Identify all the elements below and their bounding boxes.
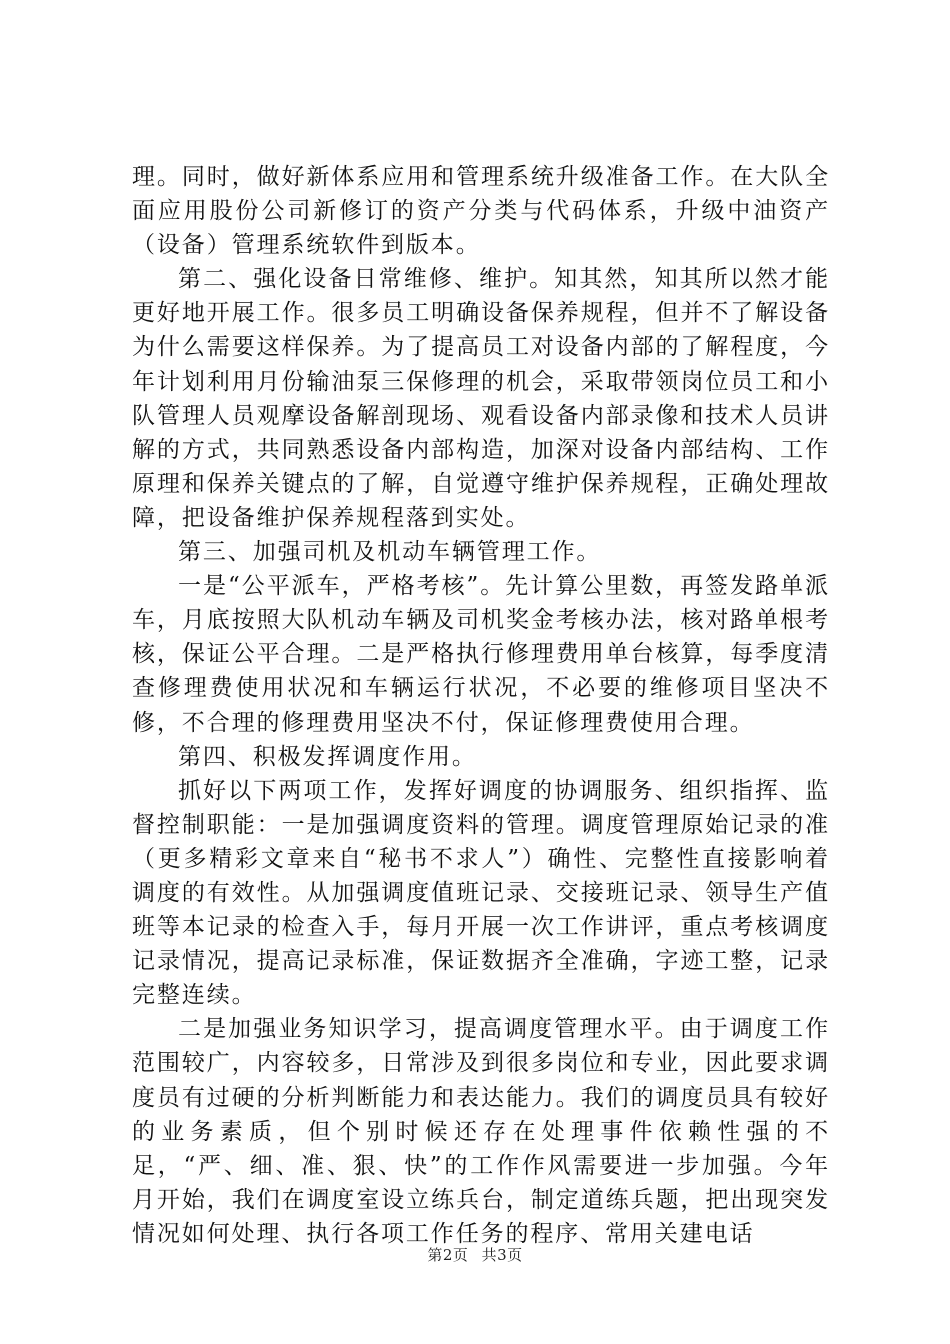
page-footer bbox=[0, 1244, 950, 1265]
page-total: 共3页 bbox=[481, 1246, 523, 1264]
paragraph-6: 抓好以下两项工作，发挥好调度的协调服务、组织指挥、监督控制职能：一是加强调度资料的管理。调度管理原始记录的准（更多精彩文章来自“秘书不求人”）确性、完整性直接影响着调度的有效性。从加强调度值班记录、交接班记录、领导生产值班等本记录的检查入手，每月开展一次工作讲评，重点考核调度记录情况，提高记录标准，保证数据齐全准确，字迹工整，记录完整连续。 bbox=[132, 777, 830, 1009]
page-number: 第2页 bbox=[427, 1246, 469, 1264]
paragraph-3: 第三、加强司机及机动车辆管理工作。 bbox=[178, 539, 602, 566]
paragraph-7: 二是加强业务知识学习，提高调度管理水平。由于调度工作范围较广，内容较多，日常涉及到很多岗位和专业，因此要求调度员有过硬的分析判断能力和表达能力。我们的调度员具有较好的业务素质，但个别时候还存在处理事件依赖性强的不足，“严、细、准、狠、快”的工作作风需要进一步加强。今年月开始，我们在调度室设立练兵台，制定道练兵题，把出现突发情况如何处理、执行各项工作任务的程序、常用关建电话 bbox=[132, 1016, 830, 1247]
document-body bbox=[132, 160, 830, 1251]
paragraph-4: 一是“公平派车，严格考核”。先计算公里数，再签发路单派车，月底按照大队机动车辆及司机奖金考核办法，核对路单根考核，保证公平合理。二是严格执行修理费用单台核算，每季度清查修理费使用状况和车辆运行状况，不必要的维修项目坚决不修，不合理的修理费用坚决不付，保证修理费使用合理。 bbox=[132, 573, 830, 736]
paragraph-5: 第四、积极发挥调度作用。 bbox=[178, 743, 477, 770]
paragraph-1: 理。同时，做好新体系应用和管理系统升级准备工作。在大队全面应用股份公司新修订的资产分类与代码体系，升级中油资产（设备）管理系统软件到版本。 bbox=[132, 164, 830, 259]
paragraph-2: 第二、强化设备日常维修、维护。知其然，知其所以然才能更好地开展工作。很多员工明确设备保养规程，但并不了解设备为什么需要这样保养。为了提高员工对设备内部的了解程度，今年计划利用月份输油泵三保修理的机会，采取带领岗位员工和小队管理人员观摩设备解剖现场、观看设备内部录像和技术人员讲解的方式，共同熟悉设备内部构造，加深对设备内部结构、工作原理和保养关键点的了解，自觉遵守维护保养规程，正确处理故障，把设备维护保养规程落到实处。 bbox=[132, 266, 830, 531]
